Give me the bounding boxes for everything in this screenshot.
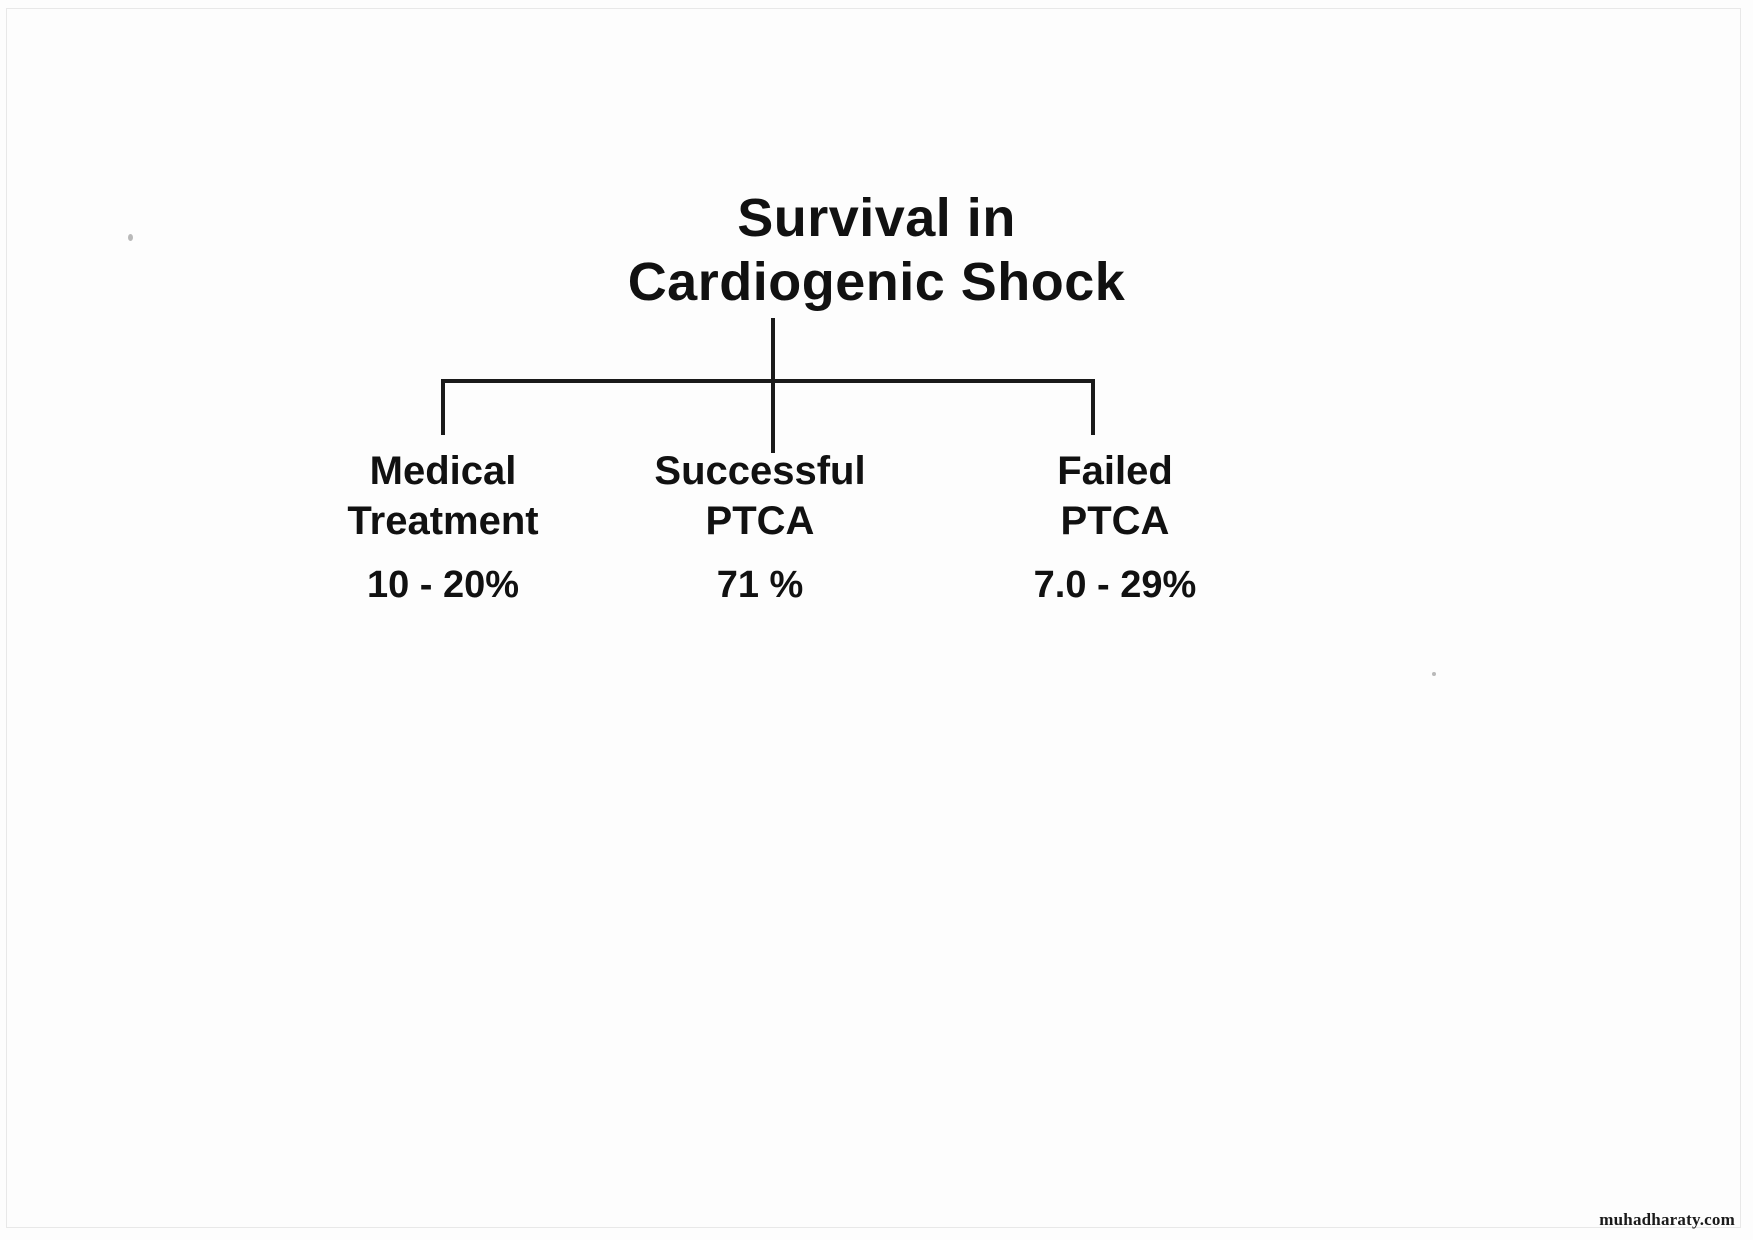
connector-drop-left — [441, 379, 445, 435]
branch-medical-treatment — [283, 446, 603, 610]
branch-label-line-1: Medical — [369, 449, 517, 493]
page-title — [0, 186, 1753, 314]
branch-successful-ptca — [600, 446, 920, 610]
branch-value: 71 % — [716, 564, 804, 606]
page-title-line-2: Cardiogenic Shock — [627, 252, 1126, 312]
branch-label-line-2: PTCA — [1060, 499, 1170, 543]
branch-label-line-1: Failed — [1057, 449, 1173, 493]
connector-drop-right — [1091, 379, 1095, 435]
connector-drop-middle — [771, 379, 775, 453]
scan-artifact-speck — [1432, 672, 1436, 676]
connector-stem-top — [771, 318, 775, 382]
branch-label-line-1: Successful — [654, 449, 866, 493]
branch-value: 10 - 20% — [366, 564, 520, 606]
branch-failed-ptca — [955, 446, 1275, 610]
branch-label-line-2: PTCA — [705, 499, 815, 543]
branch-label-line-2: Treatment — [347, 499, 539, 543]
watermark: muhadharaty.com — [1599, 1210, 1735, 1229]
connector-horizontal-bar — [441, 379, 1095, 383]
page-title-line-1: Survival in — [737, 188, 1016, 248]
branch-value: 7.0 - 29% — [1033, 564, 1197, 606]
